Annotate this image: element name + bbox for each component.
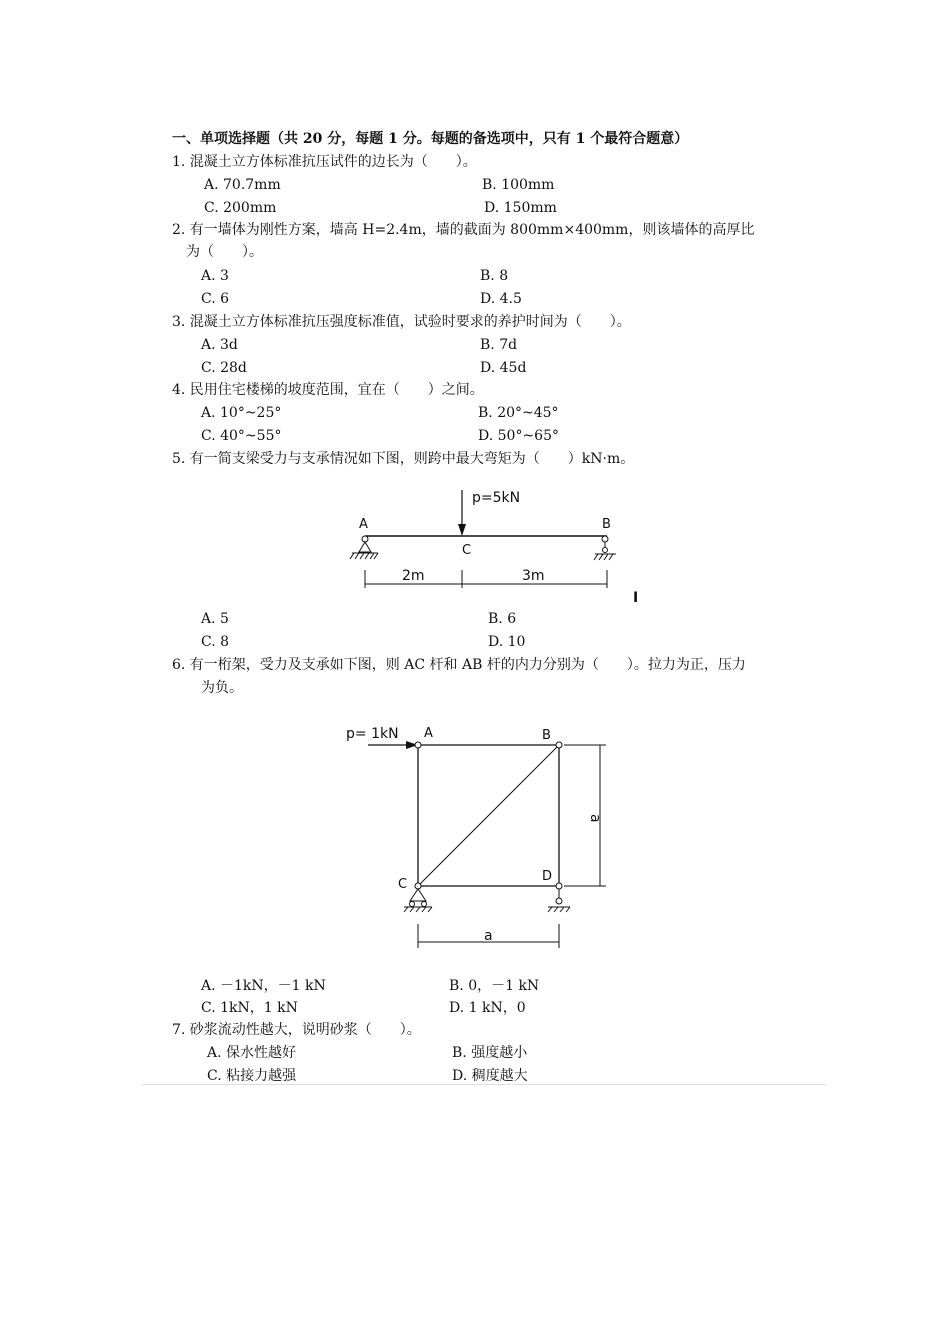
truss-node-b: B: [542, 728, 551, 743]
q7-option-c: C. 粘接力越强: [207, 1068, 297, 1084]
support-b-pin: [602, 536, 608, 542]
support-c-triangle: [410, 889, 426, 901]
q5-option-d: D. 10: [488, 634, 526, 650]
q7-option-b: B. 强度越小: [452, 1045, 528, 1061]
load-arrow-head: [458, 524, 466, 536]
beam-dim-right: 3m: [522, 568, 545, 584]
question-2-stem: 2. 有一墙体为刚性方案，墙高 H=2.4m，墙的截面为 800mm×400mm，则该墙体的高厚比: [172, 222, 755, 238]
support-b-roller: [603, 548, 608, 553]
q4-option-a: A. 10°~25°: [201, 405, 282, 421]
q4-option-b: B. 20°~45°: [478, 405, 559, 421]
support-d-hatch: [548, 907, 570, 912]
q2-option-a: A. 3: [201, 268, 229, 284]
question-4-stem: 4. 民用住宅楼梯的坡度范围，宜在（ ）之间。: [172, 382, 484, 398]
q3-option-c: C. 28d: [201, 360, 247, 376]
member-cb: [418, 745, 559, 886]
question-2-stem-cont: 为（ ）。: [186, 244, 263, 260]
q1-option-a: A. 70.7mm: [204, 177, 281, 193]
truss-node-c: C: [398, 877, 408, 892]
q5-option-a: A. 5: [201, 611, 229, 627]
bottom-divider: [142, 1084, 826, 1085]
q1-option-d: D. 150mm: [484, 200, 557, 216]
q2-option-d: D. 4.5: [480, 291, 522, 307]
joint-d: [556, 883, 562, 889]
truss-load-label: p= 1kN: [346, 726, 399, 742]
q3-option-d: D. 45d: [480, 360, 527, 376]
beam-node-a: A: [359, 517, 368, 532]
q3-option-a: A. 3d: [201, 337, 238, 353]
truss-dim-bottom: a: [484, 928, 493, 944]
q4-option-c: C. 40°~55°: [201, 428, 282, 444]
joint-b: [556, 742, 562, 748]
question-7-stem: 7. 砂浆流动性越大，说明砂浆（ ）。: [172, 1022, 421, 1038]
joint-a: [415, 742, 421, 748]
question-6-stem-cont: 为负。: [201, 680, 243, 696]
q5-option-b: B. 6: [488, 611, 517, 627]
question-5-stem: 5. 有一简支梁受力与支承情况如下图，则跨中最大弯矩为（ ）kN·m。: [172, 451, 635, 467]
support-c-roller-right: [422, 902, 427, 907]
support-a-hatch: [350, 553, 378, 559]
question-1-stem: 1. 混凝土立方体标准抗压试件的边长为（ ）。: [172, 154, 477, 170]
support-d-roller: [556, 898, 562, 904]
stray-mark: I: [633, 590, 639, 606]
truss-figure: [340, 718, 620, 950]
q6-option-a: A. －1kN，－1 kN: [201, 978, 326, 994]
beam-node-b: B: [602, 517, 611, 532]
q2-option-b: B. 8: [480, 268, 509, 284]
beam-load-label: p=5kN: [472, 490, 521, 506]
truss-node-a: A: [424, 726, 433, 741]
section-title: 一、单项选择题（共 20 分，每题 1 分。每题的备选项中，只有 1 个最符合题意）: [172, 131, 689, 147]
support-c-hatch: [404, 907, 432, 912]
beam-node-c: C: [462, 543, 472, 558]
q6-option-d: D. 1 kN，0: [449, 1000, 526, 1016]
q1-option-c: C. 200mm: [204, 200, 277, 216]
q7-option-a: A. 保水性越好: [207, 1045, 297, 1061]
q3-option-b: B. 7d: [480, 337, 518, 353]
support-b-hatch: [594, 554, 613, 560]
support-a-triangle: [359, 542, 371, 552]
simply-supported-beam-figure: [340, 480, 630, 592]
truss-dim-side: a: [587, 814, 603, 823]
support-c-roller-left: [410, 902, 415, 907]
q6-option-b: B. 0，－1 kN: [449, 978, 540, 994]
beam-dim-left: 2m: [402, 568, 425, 584]
q5-option-c: C. 8: [201, 634, 230, 650]
q2-option-c: C. 6: [201, 291, 230, 307]
truss-node-d: D: [542, 869, 553, 884]
q7-option-d: D. 稠度越大: [452, 1068, 528, 1084]
q6-option-c: C. 1kN，1 kN: [201, 1000, 298, 1016]
q4-option-d: D. 50°~65°: [478, 428, 559, 444]
question-3-stem: 3. 混凝土立方体标准抗压强度标准值，试验时要求的养护时间为（ ）。: [172, 314, 631, 330]
q1-option-b: B. 100mm: [482, 177, 555, 193]
question-6-stem: 6. 有一桁架，受力及支承如下图，则 AC 杆和 AB 杆的内力分别为（ ）。拉力为正，压力: [172, 657, 746, 673]
